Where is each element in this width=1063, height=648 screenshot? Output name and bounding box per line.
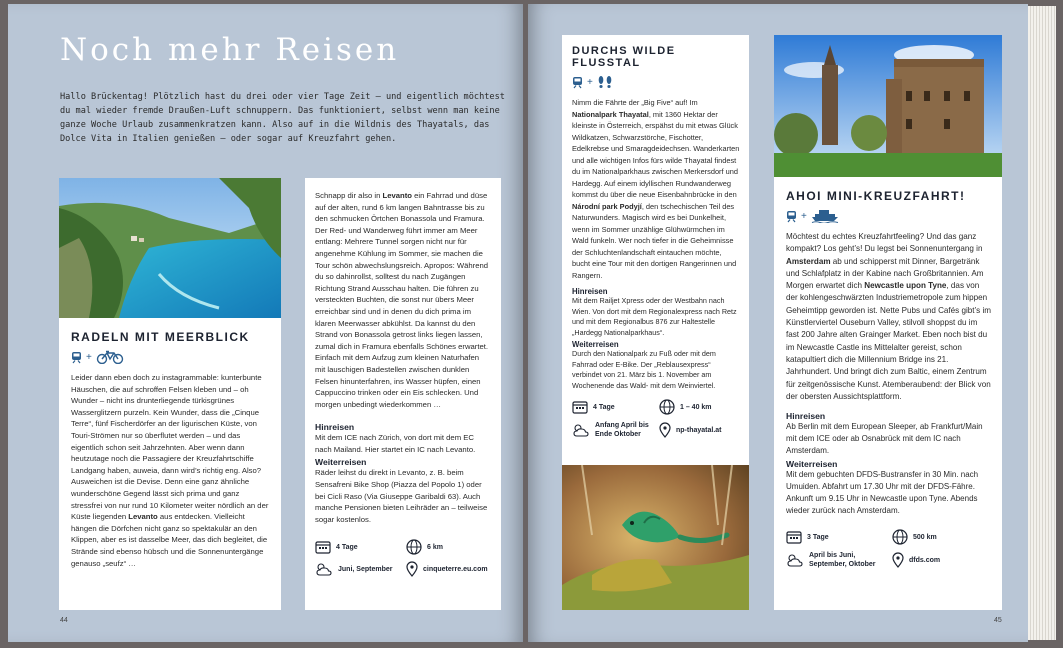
- sun-cloud-icon: [786, 553, 804, 567]
- location-pin-icon: [659, 422, 671, 438]
- bicycle-icon: [96, 350, 124, 364]
- coast-photo: [59, 178, 281, 318]
- page-number-left: 44: [60, 617, 68, 624]
- kreuzfahrt-body: Möchtest du echtes Kreuzfahrtfeeling? Und das ganz kompakt? Los geht’s! Du legst bei Sonnenuntergang in Amsterdam ab und schipperst mit Dinner, Bargetränk und Schlafplatz in der Kabine nach Großbritannien. Am Morgen erwartet dich Newcastle upon Tyne, das von der kohlengeschwärzten Industriemetropole zum hippen Geheimtipp geworden ist. Nette Pubs und Cafés gibt’s im Künstlerviertel Ouseburn Valley, stilvoll shoppst du im fast 200 Jahre alten Grainger Market. Eben noch bist du im Newcastle Castle ins Mittelalter gereist, schon katapultiert dich die Millennium Bridge ins 21. Jahrhundert. Und bringt dich zum Baltic, einem Zentrum für zeitgenössische Kunst. Atemberaubend: der Blick von der obersten Aussichtsplattform.: [786, 232, 991, 401]
- globe-icon: [406, 539, 422, 555]
- fact-web: cinqueterre.eu.com: [406, 561, 491, 577]
- globe-icon: [892, 529, 908, 545]
- fact-days: 4 Tage: [572, 399, 653, 415]
- fact-season: April bis Juni, September, Oktober: [786, 551, 886, 569]
- calendar-icon: [786, 530, 802, 544]
- thayatal-weiterreisen-text: Durch den Nationalpark zu Fuß oder mit dem Fahrrad oder E-Bike. Der „Reblausexpress“ verbindet von 21. März bis 1. November am Wochenende das Wald- mit dem Weinviertel.: [572, 349, 716, 390]
- thayatal-heading: DURCHS WILDE FLUSSTAL: [572, 45, 676, 69]
- intro-text: Hallo Brückentag! Plötzlich hast du drei oder vier Tage Zeit – und eigentlich möchtest du mal wieder fremde Draußen-Luft schnuppern. Das funktioniert, selbst wenn man keine ganze Woche Urlaub zusammenkratzen kann. Also auf in die Wildnis des Thayatals, das Dolce Vita in Italien genießen – oder sogar auf Kreuzfahrt gehen.: [60, 92, 505, 144]
- lizard-photo: [562, 465, 749, 610]
- fact-web: np-thayatal.at: [659, 421, 740, 439]
- radeln-weiterreisen-label: Weiterreisen: [315, 457, 367, 468]
- page-number-right: 45: [994, 617, 1002, 624]
- kreuzfahrt-weiterreisen-text: Mit dem gebuchten DFDS-Bustransfer in 30 Min. nach Umuiden. Abfahrt um 17.30 Uhr mit der DFDS-Fähre. Ankunft um 9.15 Uhr in Newcastle upon Tyne. Abends wieder zurück nach Amsterdam.: [786, 470, 979, 516]
- fact-days: 3 Tage: [786, 529, 886, 545]
- calendar-icon: [315, 540, 331, 554]
- kreuzfahrt-hinreisen-text: Ab Berlin mit dem European Sleeper, ab Frankfurt/Main mit dem ICE oder ab Osnabrück mit dem IC nach Amsterdam.: [786, 422, 983, 456]
- train-icon: [71, 351, 82, 364]
- radeln-hinreisen-label: Hinreisen: [315, 422, 355, 433]
- plus-sign: +: [86, 351, 92, 363]
- footprints-icon: [597, 75, 613, 89]
- globe-icon: [659, 399, 675, 415]
- left-page: [8, 4, 523, 642]
- page-title: Noch mehr Reisen: [60, 32, 400, 68]
- train-icon: [786, 210, 797, 223]
- thayatal-body: Nimm die Fährte der „Big Five“ auf! Im Nationalpark Thayatal, mit 1360 Hektar der kleinste in Österreich, erspähst du mit etwas Glück Wildkatzen, Schwarzstörche, Fischotter, Edelkrebse und Smaragdeidechsen. Wanderkarten und alle wichtigen Infos fürs wilde Thayatal findest du im Nationalparkhaus zwischen Merkersdorf und Hardegg. Auf einem idyllischen Rundwanderweg kommst du über die neue Eisenbahnbrücke in den Národní park Podyjí, den tschechischen Teil des Naturwunders. Magisch wird es bei Dunkelheit, wenn im Sommer unzählige Glühwürmchen im Wald funkeln. Wer noch tiefer in die Geheimnisse der Schluchtenlandschaft eintauchen möchte, bucht eine Tour mit den dortigen Rangerinnen und Rangern.: [572, 98, 740, 280]
- castle-photo: [774, 35, 1002, 177]
- sun-cloud-icon: [572, 423, 590, 437]
- fact-web: dfds.com: [892, 551, 992, 569]
- kreuzfahrt-facts: [786, 529, 992, 569]
- radeln-heading: RADELN MIT MEERBLICK: [71, 330, 250, 344]
- thayatal-hinreisen-label: Hinreisen: [572, 287, 608, 296]
- kreuzfahrt-card: [774, 177, 1002, 610]
- thayatal-facts: [572, 399, 740, 439]
- fact-days: 4 Tage: [315, 539, 400, 555]
- kreuzfahrt-hinreisen-label: Hinreisen: [786, 411, 826, 422]
- radeln-hinreisen-text: Mit dem ICE nach Zürich, von dort mit dem EC nach Mailand. Hier startet ein IC nach Levanto.: [315, 433, 476, 454]
- radeln-continued-card: [305, 178, 501, 610]
- thayatal-weiterreisen-label: Weiterreisen: [572, 340, 619, 349]
- sun-cloud-icon: [315, 562, 333, 576]
- location-pin-icon: [892, 552, 904, 568]
- right-page: [528, 4, 1028, 642]
- plus-sign: +: [587, 76, 593, 88]
- thayatal-transport-icons: [572, 75, 740, 89]
- ship-icon: [811, 209, 839, 223]
- calendar-icon: [572, 400, 588, 414]
- train-icon: [572, 76, 583, 89]
- fact-season: Juni, September: [315, 561, 400, 577]
- radeln-weiterreisen-text: Räder leihst du direkt in Levanto, z. B. beim Sensafreni Bike Shop (Piazza del Popolo 1) oder bei Cicli Raso (Via Giuseppe Garibaldi 63). Auch manche Pensionen bieten Leihräder an – teilweise sogar kostenlos.: [315, 468, 488, 524]
- page-edges: [1028, 6, 1056, 640]
- fact-distance: 1 – 40 km: [659, 399, 740, 415]
- kreuzfahrt-weiterreisen-label: Weiterreisen: [786, 459, 838, 470]
- radeln-continued-body: Schnapp dir also in Levanto ein Fahrrad und düse auf der alten, rund 6 km langen Bahntrasse bis zu den schmucken Örtchen Bonassola und Framura. Der Red- und Wanderweg führt immer am Meer entlang: Mehrere Tunnel sorgen nicht nur für angenehme Kühlung im Sommer, sie machen die Tour schön abwechslungsreich. Apropos: Während du so dahinrollst, solltest du nach Zugängen Richtung Strand Ausschau halten. Die führen zu versteckten Buchten, die sonst nur übers Meer erreichbar sind und in denen du dich prima im klaren Meerwasser abkühlst. Da kannst du den Strand von Bonassola getrost links liegen lassen, zumal dich in Framura ebenfalls Schönes erwartet. Einfach mit dem Aufzug zum kleinen Naturhafen mit lauschigen Badestellen zwischen dunklen Felsen hinunterfahren, ins Wasser hüpfen, einen Cappuccino trinken oder ein Eis schlecken. Und morgen unbedingt wiederkommen …: [315, 191, 489, 409]
- fact-distance: 6 km: [406, 539, 491, 555]
- thayatal-card: [562, 35, 749, 465]
- thayatal-hinreisen-text: Mit dem Railjet Xpress oder der Westbahn nach Wien. Von dort mit dem Regionalexpress nach Retz und mit dem Regionalbus 876 zur Haltestelle „Hardegg Nationalparkhaus“.: [572, 296, 737, 337]
- fact-distance: 500 km: [892, 529, 992, 545]
- radeln-facts: [315, 539, 491, 577]
- location-pin-icon: [406, 561, 418, 577]
- radeln-transport-icons: [71, 350, 271, 364]
- kreuzfahrt-transport-icons: [786, 209, 992, 223]
- radeln-card: [59, 318, 281, 610]
- fact-season: Anfang April bis Ende Oktober: [572, 421, 653, 439]
- kreuzfahrt-heading: AHOI MINI-KREUZFAHRT!: [786, 189, 966, 203]
- radeln-body: Leider dann eben doch zu instagrammable: kunterbunte Häuschen, die auf schroffen Felsen kleben und – oh Wunder – nicht ins drunterliegende türkisgrünes Wasserglitzern purzeln. Kein Wunder, dass die „Cinque Terre“, fünf Fischerdörfer an der ligurischen Küste, von Touri-Strömen nur so überflutet werden – und das eigentlich schon seit Jahrzehnten. Aber wenn dann heutzutage noch die Passagiere der Kreuzfahrtschiffe Landgang haben, auweia, dann wird’s richtig eng. Also? Ausweichen ist die Devise. Denn eine ganz ähnliche wunderschöne Gegend lässt sich prima und ganz stressfrei von nur rund 10 Kilometer weiter nördlich an der Küste liegenden Levanto aus entdecken. Vielleicht hängen die Dörfchen nicht ganz so spektakulär an den Klippen, aber es ist dasselbe Meer, das dich begleitet, die Strände sind ebenso hübsch und die Sonnenuntergänge genauso „seufz“ …: [71, 373, 269, 568]
- plus-sign: +: [801, 210, 807, 222]
